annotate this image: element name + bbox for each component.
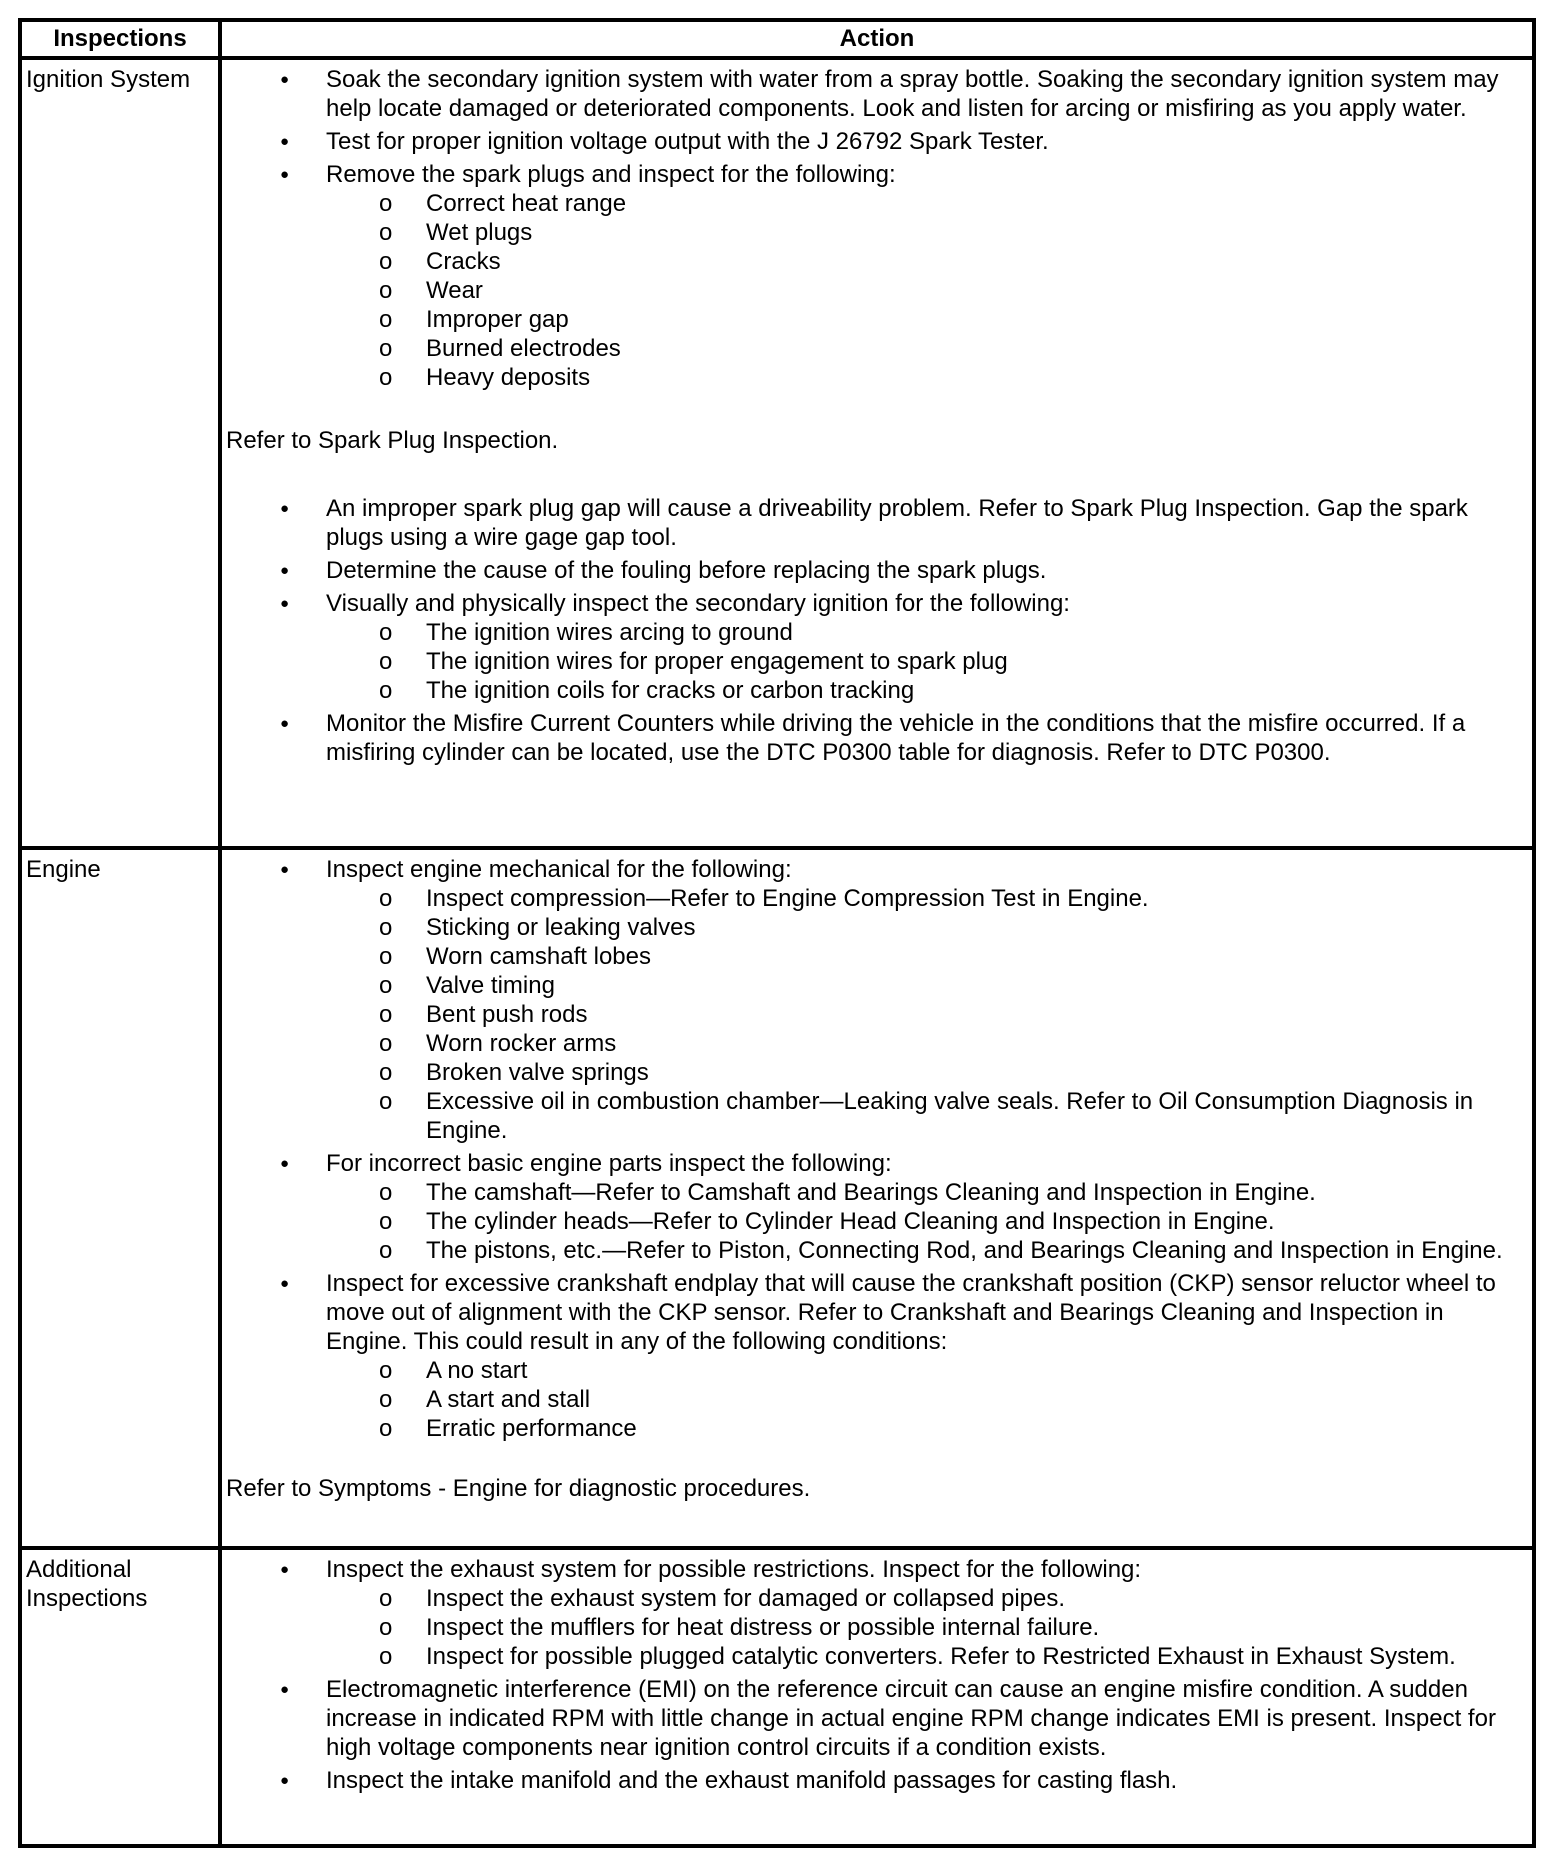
bullet-text: For incorrect basic engine parts inspect the following: (326, 1150, 892, 1177)
note-text: Refer to Symptoms - Engine for diagnostic procedures. (226, 1475, 811, 1502)
sub-list (326, 1356, 1526, 1443)
sub-item: o Wet plugs (326, 218, 1526, 247)
bullet-list (226, 494, 1526, 767)
sub-item: o Broken valve springs (326, 1058, 1526, 1087)
sub-list (326, 189, 1526, 392)
bullet-item (226, 855, 1526, 1145)
bullet-item: ● Monitor the Misfire Current Counters while driving the vehicle in the conditions that the misfire occurred. If a misfiring cylinder can be located, use the DTC P0300 table for diagnosis. Refer to DTC P0300. (226, 709, 1526, 767)
sub-item: o Correct heat range (326, 189, 1526, 218)
sub-list (326, 1178, 1526, 1265)
note-text: Refer to Spark Plug Inspection. (226, 427, 559, 454)
sub-item: o Inspect compression—Refer to Engine Compression Test in Engine. (326, 884, 1526, 913)
sub-list (326, 1584, 1526, 1671)
sub-item: o A start and stall (326, 1385, 1526, 1414)
sub-item: o The ignition coils for cracks or carbon tracking (326, 676, 1526, 705)
sub-item: o Bent push rods (326, 1000, 1526, 1029)
sub-item: o Valve timing (326, 971, 1526, 1000)
sub-item: o Inspect for possible plugged catalytic converters. Refer to Restricted Exhaust in Exhaust System. (326, 1642, 1526, 1671)
bullet-item (226, 160, 1526, 392)
row-label-additional: Additional Inspections (20, 1548, 220, 1846)
sub-item: o Burned electrodes (326, 334, 1526, 363)
row-label-ignition: Ignition System (20, 58, 220, 848)
bullet-item: ● Electromagnetic interference (EMI) on the reference circuit can cause an engine misfire condition. A sudden increase in indicated RPM with little change in actual engine RPM change indicates EMI is present. Inspect for high voltage components near ignition control circuits if a condition exists. (226, 1675, 1526, 1762)
sub-item: o A no start (326, 1356, 1526, 1385)
sub-item: o Inspect the exhaust system for damaged or collapsed pipes. (326, 1584, 1526, 1613)
bullet-text: Inspect engine mechanical for the following: (326, 856, 792, 883)
sub-item: o Improper gap (326, 305, 1526, 334)
bullet-item: ● Soak the secondary ignition system with water from a spray bottle. Soaking the secondary ignition system may help locate damaged or deteriorated components. Look and listen for arcing or misfiring as you apply water. (226, 65, 1526, 123)
bullet-item: ● An improper spark plug gap will cause a driveability problem. Refer to Spark Plug Inspection. Gap the spark plugs using a wire gage gap tool. (226, 494, 1526, 552)
bullet-item: ● Determine the cause of the fouling before replacing the spark plugs. (226, 556, 1526, 585)
table-row (20, 1548, 1534, 1846)
action-cell-ignition (220, 58, 1534, 848)
header-inspections: Inspections (20, 20, 220, 58)
bullet-text: Visually and physically inspect the secondary ignition for the following: (326, 590, 1070, 617)
bullet-item: ● Inspect the intake manifold and the exhaust manifold passages for casting flash. (226, 1766, 1526, 1795)
sub-item: o Inspect the mufflers for heat distress or possible internal failure. (326, 1613, 1526, 1642)
bullet-text: Inspect the exhaust system for possible restrictions. Inspect for the following: (326, 1556, 1142, 1583)
sub-item: o The ignition wires for proper engagement to spark plug (326, 647, 1526, 676)
sub-list (326, 618, 1526, 705)
sub-item: o Worn rocker arms (326, 1029, 1526, 1058)
action-cell-engine (220, 848, 1534, 1548)
table-row (20, 58, 1534, 848)
bullet-item (226, 1149, 1526, 1265)
sub-list (326, 884, 1526, 1145)
bullet-list (226, 855, 1526, 1443)
sub-item: o The ignition wires arcing to ground (326, 618, 1526, 647)
inspection-table (18, 18, 1536, 1848)
bullet-text: Remove the spark plugs and inspect for the following: (326, 161, 896, 188)
sub-item: o Erratic performance (326, 1414, 1526, 1443)
bullet-item: ● Test for proper ignition voltage output with the J 26792 Spark Tester. (226, 127, 1526, 156)
action-cell-additional (220, 1548, 1534, 1846)
bullet-item (226, 1269, 1526, 1443)
sub-item: o Heavy deposits (326, 363, 1526, 392)
header-row (20, 20, 1534, 58)
sub-item: o Sticking or leaking valves (326, 913, 1526, 942)
sub-item: o The pistons, etc.—Refer to Piston, Connecting Rod, and Bearings Cleaning and Inspection in Engine. (326, 1236, 1526, 1265)
row-label-engine: Engine (20, 848, 220, 1548)
bullet-text: Inspect for excessive crankshaft endplay that will cause the crankshaft position (CKP) sensor reluctor wheel to move out of alignment with the CKP sensor. Refer to Crankshaft and Bearings Cleaning and Inspection in Engine. This could result in any of the following conditions: (326, 1270, 1496, 1355)
sub-item: o Wear (326, 276, 1526, 305)
bullet-item (226, 589, 1526, 705)
sub-item: o The camshaft—Refer to Camshaft and Bearings Cleaning and Inspection in Engine. (326, 1178, 1526, 1207)
sub-item: o The cylinder heads—Refer to Cylinder Head Cleaning and Inspection in Engine. (326, 1207, 1526, 1236)
bullet-item (226, 1555, 1526, 1671)
bullet-list (226, 65, 1526, 392)
table-row (20, 848, 1534, 1548)
bullet-list (226, 1555, 1526, 1795)
sub-item: o Worn camshaft lobes (326, 942, 1526, 971)
sub-item: o Cracks (326, 247, 1526, 276)
header-action: Action (220, 20, 1534, 58)
sub-item: o Excessive oil in combustion chamber—Leaking valve seals. Refer to Oil Consumption Diagnosis in Engine. (326, 1087, 1526, 1145)
